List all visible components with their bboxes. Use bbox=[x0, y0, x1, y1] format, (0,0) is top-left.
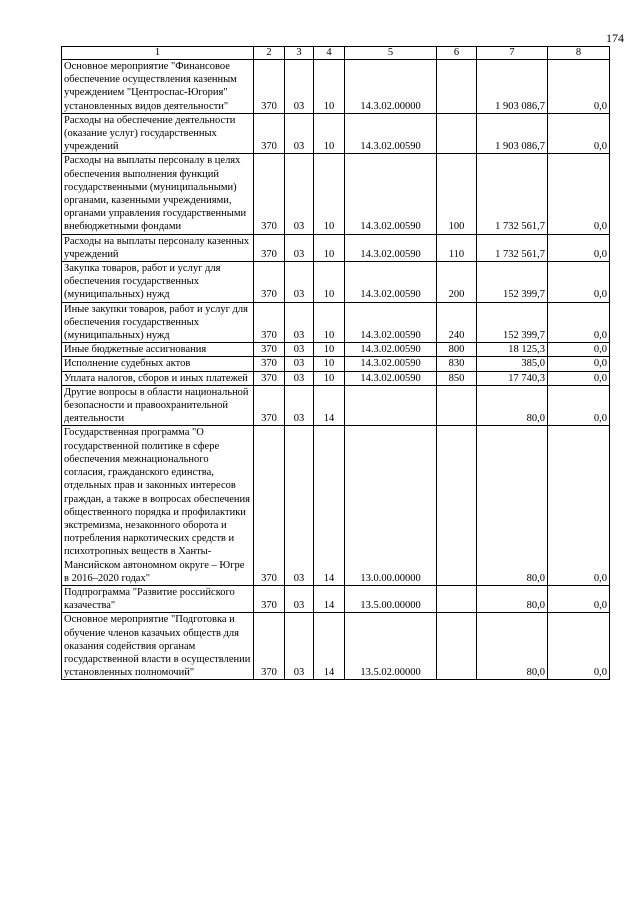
row-name-cell: Закупка товаров, работ и услуг для обеспечения государственных (муниципальных) нужд bbox=[62, 262, 254, 303]
target-article-cell: 14.3.02.00590 bbox=[345, 302, 437, 343]
section-code-cell: 370 bbox=[254, 234, 285, 261]
section-code-cell: 370 bbox=[254, 426, 285, 585]
expense-type-cell: 110 bbox=[437, 234, 477, 261]
amount2-cell: 0,0 bbox=[548, 343, 610, 357]
row-name-cell: Расходы на выплаты персоналу в целях обеспечения выполнения функций государственными (муниципальными) органами, казенными учреждениями, органами управления государственными внебюджетными фондами bbox=[62, 154, 254, 234]
subsection2-code-cell: 14 bbox=[314, 613, 345, 680]
subsection2-code-cell: 10 bbox=[314, 234, 345, 261]
header-cell: 5 bbox=[345, 47, 437, 60]
table-row bbox=[62, 357, 610, 371]
amount2-cell: 0,0 bbox=[548, 113, 610, 154]
amount-cell: 80,0 bbox=[477, 385, 548, 426]
target-article-cell: 14.3.02.00590 bbox=[345, 154, 437, 234]
subsection2-code-cell: 14 bbox=[314, 385, 345, 426]
table-row bbox=[62, 613, 610, 680]
target-article-cell: 14.3.02.00590 bbox=[345, 234, 437, 261]
subsection-code-cell: 03 bbox=[285, 613, 314, 680]
row-name-cell: Иные закупки товаров, работ и услуг для обеспечения государственных (муниципальных) нужд bbox=[62, 302, 254, 343]
amount-cell: 385,0 bbox=[477, 357, 548, 371]
amount-cell: 80,0 bbox=[477, 426, 548, 585]
subsection-code-cell: 03 bbox=[285, 262, 314, 303]
subsection-code-cell: 03 bbox=[285, 371, 314, 385]
section-code-cell: 370 bbox=[254, 113, 285, 154]
subsection-code-cell: 03 bbox=[285, 113, 314, 154]
row-name-cell: Расходы на обеспечение деятельности (оказание услуг) государственных учреждений bbox=[62, 113, 254, 154]
table-header-row bbox=[62, 47, 610, 60]
amount2-cell: 0,0 bbox=[548, 154, 610, 234]
amount-cell: 80,0 bbox=[477, 585, 548, 612]
target-article-cell: 14.3.02.00590 bbox=[345, 371, 437, 385]
target-article-cell: 13.0.00.00000 bbox=[345, 426, 437, 585]
target-article-cell: 13.5.00.00000 bbox=[345, 585, 437, 612]
amount2-cell: 0,0 bbox=[548, 234, 610, 261]
section-code-cell: 370 bbox=[254, 343, 285, 357]
subsection2-code-cell: 14 bbox=[314, 426, 345, 585]
amount-cell: 152 399,7 bbox=[477, 302, 548, 343]
expense-type-cell bbox=[437, 585, 477, 612]
amount-cell: 1 732 561,7 bbox=[477, 234, 548, 261]
amount2-cell: 0,0 bbox=[548, 302, 610, 343]
expense-type-cell bbox=[437, 613, 477, 680]
target-article-cell: 14.3.02.00590 bbox=[345, 343, 437, 357]
target-article-cell: 14.3.02.00590 bbox=[345, 262, 437, 303]
amount-cell: 18 125,3 bbox=[477, 343, 548, 357]
subsection2-code-cell: 10 bbox=[314, 113, 345, 154]
amount2-cell: 0,0 bbox=[548, 60, 610, 114]
header-cell: 7 bbox=[477, 47, 548, 60]
table-row bbox=[62, 343, 610, 357]
subsection-code-cell: 03 bbox=[285, 234, 314, 261]
amount2-cell: 0,0 bbox=[548, 262, 610, 303]
table-row bbox=[62, 585, 610, 612]
section-code-cell: 370 bbox=[254, 585, 285, 612]
expense-type-cell bbox=[437, 60, 477, 114]
subsection2-code-cell: 10 bbox=[314, 302, 345, 343]
page-number: 174 bbox=[606, 31, 624, 45]
subsection-code-cell: 03 bbox=[285, 302, 314, 343]
header-cell: 4 bbox=[314, 47, 345, 60]
subsection2-code-cell: 10 bbox=[314, 371, 345, 385]
target-article-cell bbox=[345, 385, 437, 426]
row-name-cell: Основное мероприятие "Финансовое обеспечение осуществления казенным учреждением "Центроспас-Югория" установленных видов деятельности" bbox=[62, 60, 254, 114]
amount-cell: 1 903 086,7 bbox=[477, 113, 548, 154]
target-article-cell: 14.3.02.00590 bbox=[345, 357, 437, 371]
amount2-cell: 0,0 bbox=[548, 585, 610, 612]
section-code-cell: 370 bbox=[254, 302, 285, 343]
section-code-cell: 370 bbox=[254, 613, 285, 680]
subsection-code-cell: 03 bbox=[285, 426, 314, 585]
amount2-cell: 0,0 bbox=[548, 371, 610, 385]
section-code-cell: 370 bbox=[254, 154, 285, 234]
subsection-code-cell: 03 bbox=[285, 60, 314, 114]
expense-type-cell bbox=[437, 385, 477, 426]
subsection2-code-cell: 10 bbox=[314, 343, 345, 357]
row-name-cell: Исполнение судебных актов bbox=[62, 357, 254, 371]
table-row bbox=[62, 113, 610, 154]
expense-type-cell: 200 bbox=[437, 262, 477, 303]
table-row bbox=[62, 426, 610, 585]
expense-type-cell bbox=[437, 426, 477, 585]
subsection2-code-cell: 14 bbox=[314, 585, 345, 612]
subsection-code-cell: 03 bbox=[285, 385, 314, 426]
table-row bbox=[62, 371, 610, 385]
row-name-cell: Другие вопросы в области национальной безопасности и правоохранительной деятельности bbox=[62, 385, 254, 426]
table-row bbox=[62, 302, 610, 343]
header-cell: 1 bbox=[62, 47, 254, 60]
header-cell: 6 bbox=[437, 47, 477, 60]
section-code-cell: 370 bbox=[254, 385, 285, 426]
section-code-cell: 370 bbox=[254, 262, 285, 303]
subsection-code-cell: 03 bbox=[285, 585, 314, 612]
table-row bbox=[62, 154, 610, 234]
section-code-cell: 370 bbox=[254, 60, 285, 114]
subsection-code-cell: 03 bbox=[285, 357, 314, 371]
subsection2-code-cell: 10 bbox=[314, 60, 345, 114]
expense-type-cell: 850 bbox=[437, 371, 477, 385]
expense-type-cell bbox=[437, 113, 477, 154]
target-article-cell: 14.3.02.00590 bbox=[345, 113, 437, 154]
expense-type-cell: 830 bbox=[437, 357, 477, 371]
row-name-cell: Подпрограмма "Развитие российского казачества" bbox=[62, 585, 254, 612]
budget-table bbox=[61, 46, 610, 680]
row-name-cell: Иные бюджетные ассигнования bbox=[62, 343, 254, 357]
target-article-cell: 14.3.02.00000 bbox=[345, 60, 437, 114]
subsection2-code-cell: 10 bbox=[314, 357, 345, 371]
row-name-cell: Уплата налогов, сборов и иных платежей bbox=[62, 371, 254, 385]
amount-cell: 1 903 086,7 bbox=[477, 60, 548, 114]
expense-type-cell: 800 bbox=[437, 343, 477, 357]
row-name-cell: Государственная программа "О государственной политике в сфере обеспечения межнационального согласия, гражданского единства, отдельных прав и законных интересов граждан, а также в вопросах обеспечения общественного порядка и профилактики экстремизма, незаконного оборота и потребления наркотических средств и психотропных веществ в Ханты-Мансийском автономном округе – Югре в 2016–2020 годах" bbox=[62, 426, 254, 585]
amount2-cell: 0,0 bbox=[548, 385, 610, 426]
amount2-cell: 0,0 bbox=[548, 357, 610, 371]
table-row bbox=[62, 262, 610, 303]
amount2-cell: 0,0 bbox=[548, 613, 610, 680]
section-code-cell: 370 bbox=[254, 371, 285, 385]
table-row bbox=[62, 234, 610, 261]
header-cell: 2 bbox=[254, 47, 285, 60]
subsection2-code-cell: 10 bbox=[314, 262, 345, 303]
subsection-code-cell: 03 bbox=[285, 154, 314, 234]
amount-cell: 1 732 561,7 bbox=[477, 154, 548, 234]
section-code-cell: 370 bbox=[254, 357, 285, 371]
amount-cell: 80,0 bbox=[477, 613, 548, 680]
header-cell: 3 bbox=[285, 47, 314, 60]
subsection2-code-cell: 10 bbox=[314, 154, 345, 234]
row-name-cell: Расходы на выплаты персоналу казенных учреждений bbox=[62, 234, 254, 261]
amount-cell: 17 740,3 bbox=[477, 371, 548, 385]
amount2-cell: 0,0 bbox=[548, 426, 610, 585]
table-row bbox=[62, 385, 610, 426]
expense-type-cell: 240 bbox=[437, 302, 477, 343]
amount-cell: 152 399,7 bbox=[477, 262, 548, 303]
header-cell: 8 bbox=[548, 47, 610, 60]
expense-type-cell: 100 bbox=[437, 154, 477, 234]
table-row bbox=[62, 60, 610, 114]
subsection-code-cell: 03 bbox=[285, 343, 314, 357]
row-name-cell: Основное мероприятие "Подготовка и обучение членов казачьих обществ для оказания содействия органам государственной власти в осуществлении установленных полномочий" bbox=[62, 613, 254, 680]
target-article-cell: 13.5.02.00000 bbox=[345, 613, 437, 680]
